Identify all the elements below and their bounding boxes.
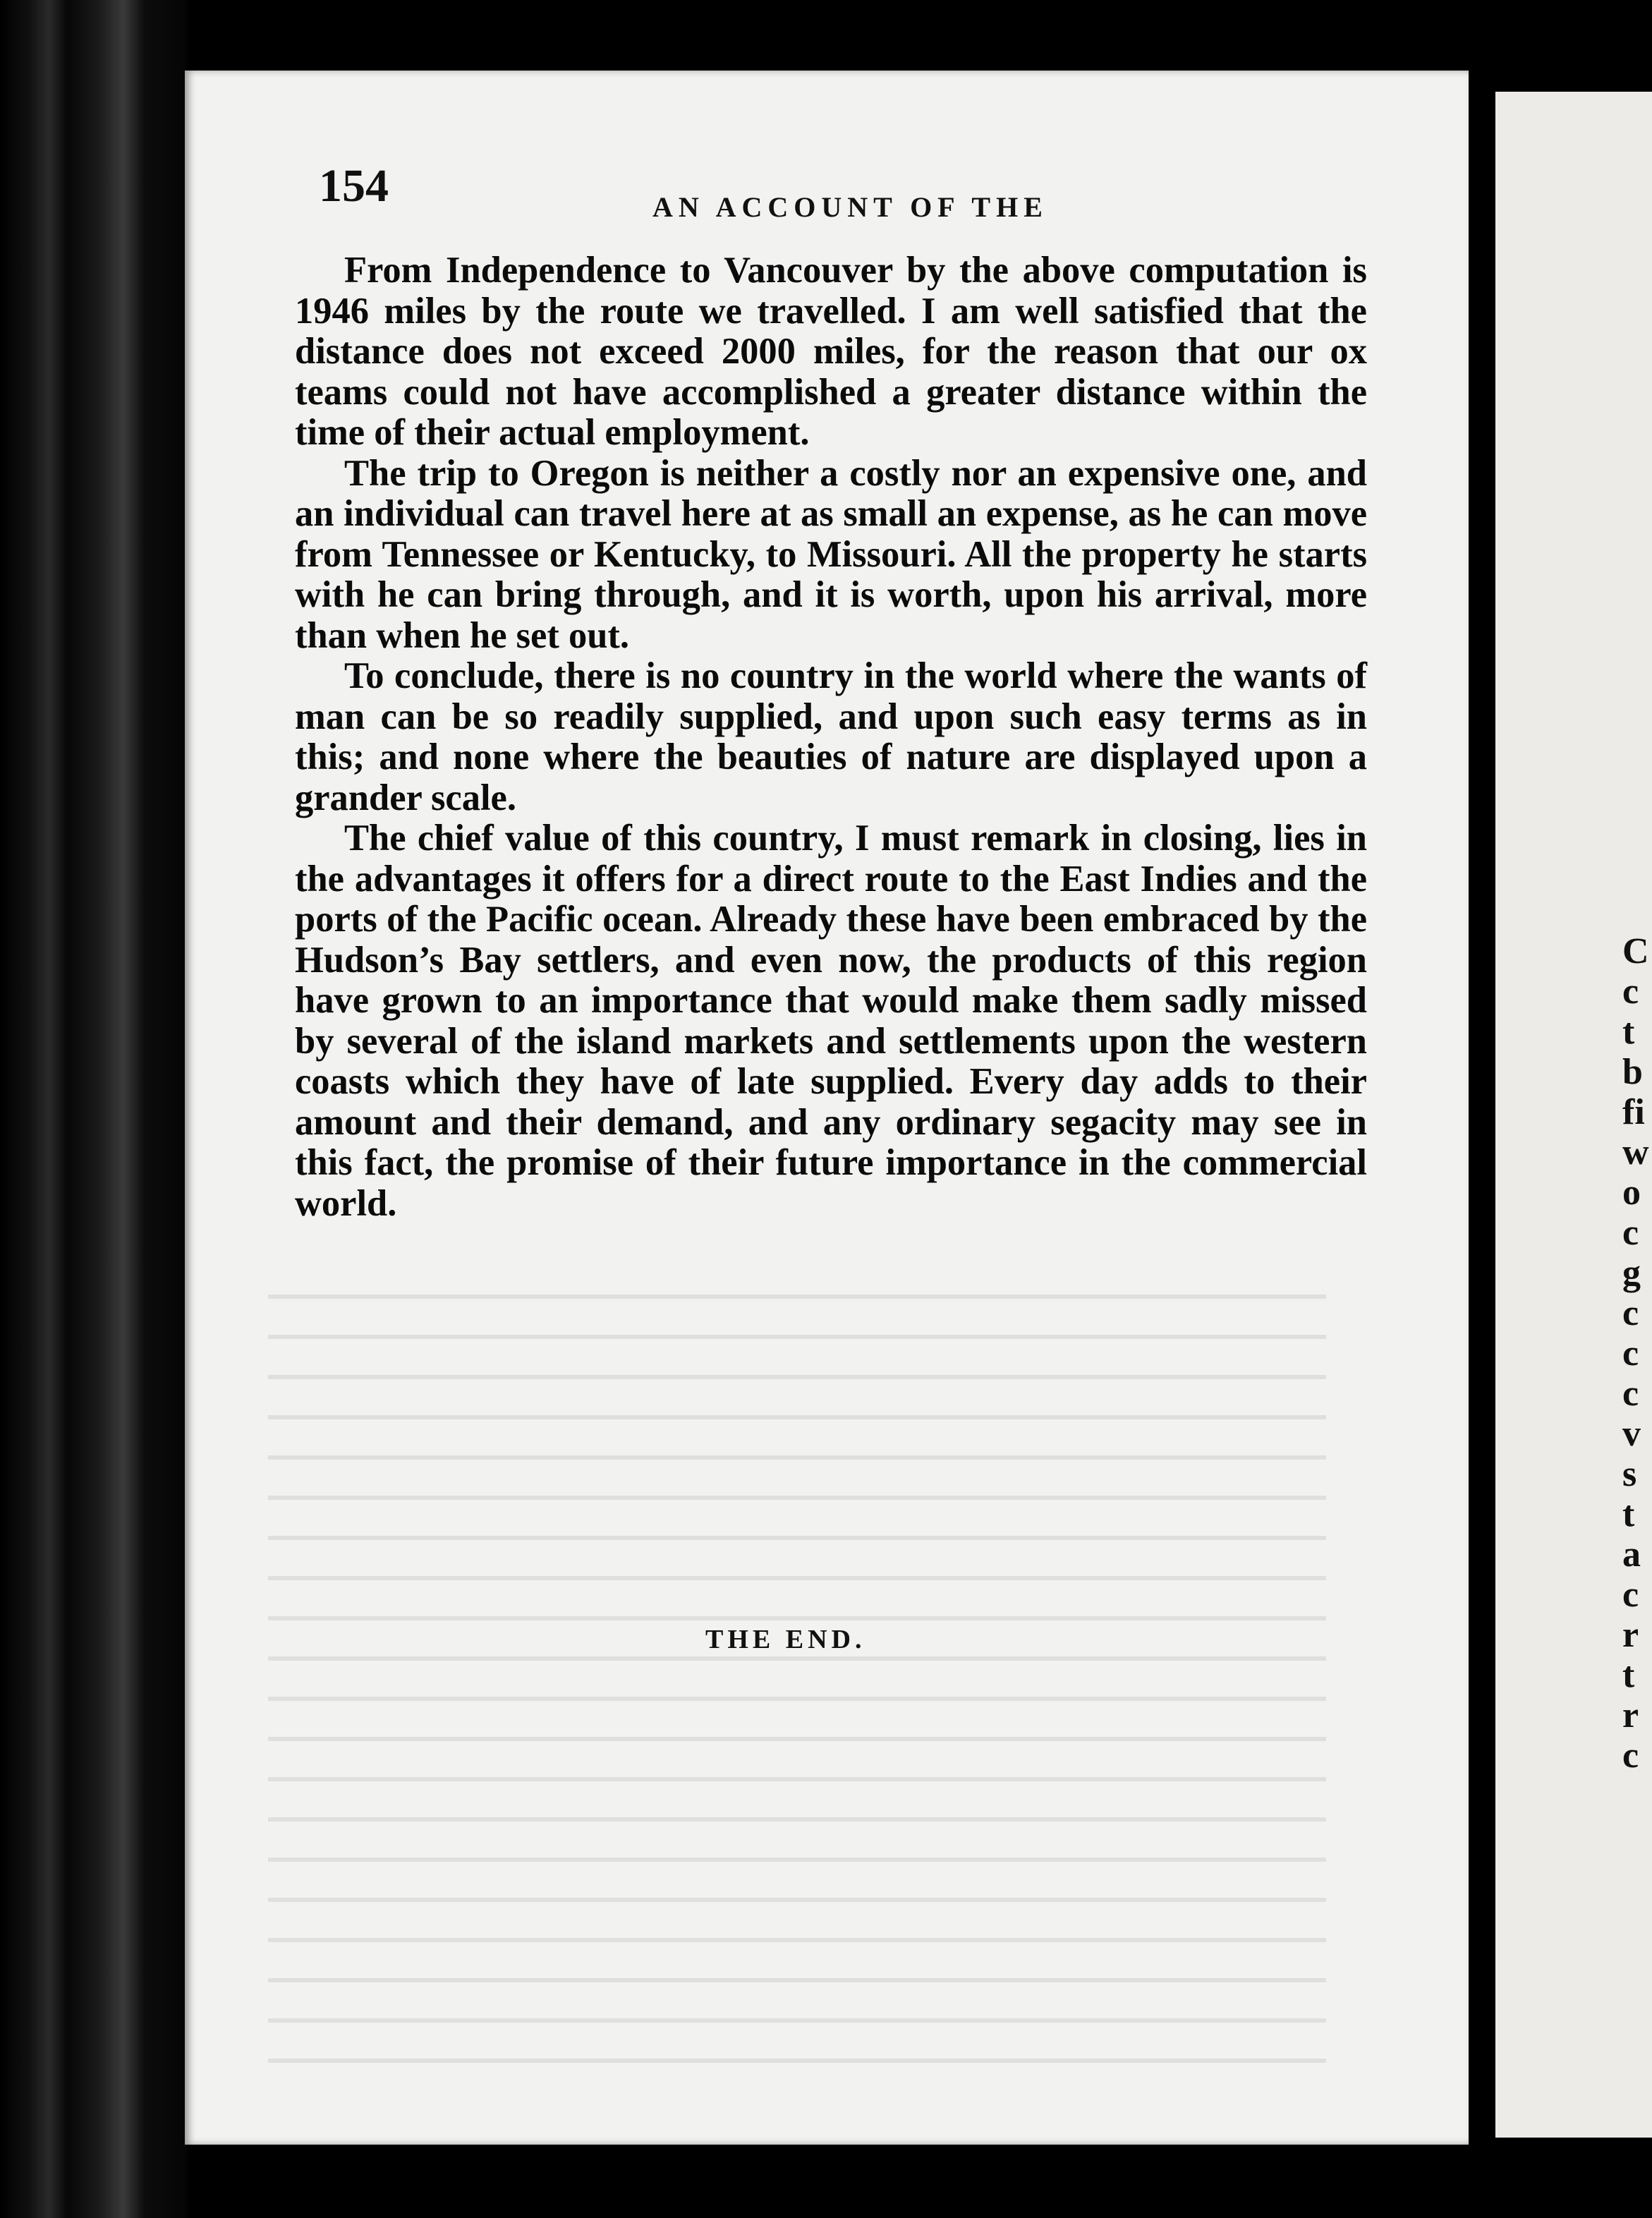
paragraph-distance: From Independence to Vancouver by the above computation is 1946 miles by the route we travelled. I am well satisfied that the distance does not exceed 2000 miles, for the reason that our ox teams could not have accomplished a greater distance within the time of their actual employment. — [295, 250, 1367, 453]
facing-glyph: r — [1622, 1615, 1639, 1655]
facing-glyph: c — [1622, 1735, 1639, 1776]
facing-glyph: a — [1622, 1534, 1641, 1575]
facing-glyph: c — [1622, 1293, 1639, 1333]
facing-glyph: r — [1622, 1695, 1639, 1735]
running-head: AN ACCOUNT OF THE — [652, 191, 1048, 223]
paragraph-trip-cost: The trip to Oregon is neither a costly nor an expensive one, and an individual can travel here at as small an expense, as he can move from Tennessee or Kentucky, to Missouri. All the property he starts with he can bring through, and it is worth, upon his arrival, more than when he set out. — [295, 452, 1367, 656]
paragraph-chief-value: The chief value of this country, I must remark in closing, lies in the advantages it offers for a direct route to the East Indies and the ports of the Pacific ocean. Already these have been embraced by the Hudson’s Bay settlers, and even now, the products of this region have grown to an importance that would make them sadly missed by several of the island markets and settlements upon the western coasts which they have of late supplied. Every day adds to their amount and their demand, and any ordinary segacity may see in this fact, the promise of their future importance in the commercial world. — [295, 818, 1367, 1224]
facing-glyph: c — [1622, 1575, 1639, 1615]
end-mark: THE END. — [705, 1625, 866, 1654]
page-number: 154 — [319, 160, 389, 212]
facing-glyph: c — [1622, 1374, 1639, 1414]
show-through-text — [268, 1266, 1326, 2078]
facing-glyph: C — [1622, 931, 1649, 971]
facing-glyph: c — [1622, 1333, 1639, 1374]
facing-glyph: c — [1622, 1213, 1639, 1253]
facing-glyph: t — [1622, 1012, 1635, 1052]
facing-glyph: o — [1622, 1172, 1641, 1213]
facing-glyph: b — [1622, 1052, 1643, 1092]
facing-glyph: s — [1622, 1454, 1637, 1494]
facing-glyph: g — [1622, 1253, 1641, 1293]
facing-glyph: t — [1622, 1494, 1635, 1534]
facing-glyph: w — [1622, 1132, 1649, 1172]
facing-glyph: t — [1622, 1655, 1635, 1695]
facing-glyph: v — [1622, 1414, 1641, 1454]
page-body — [295, 250, 1367, 1224]
facing-glyph: c — [1622, 971, 1639, 1012]
book-spine-edge — [0, 0, 187, 2218]
facing-glyph: fi — [1622, 1092, 1645, 1132]
paragraph-conclusion: To conclude, there is no country in the world where the wants of man can be so readily supplied, and upon such easy terms as in this; and none where the beauties of nature are displayed upon a grander scale. — [295, 655, 1367, 818]
facing-page-text-fragments — [1622, 931, 1651, 1776]
